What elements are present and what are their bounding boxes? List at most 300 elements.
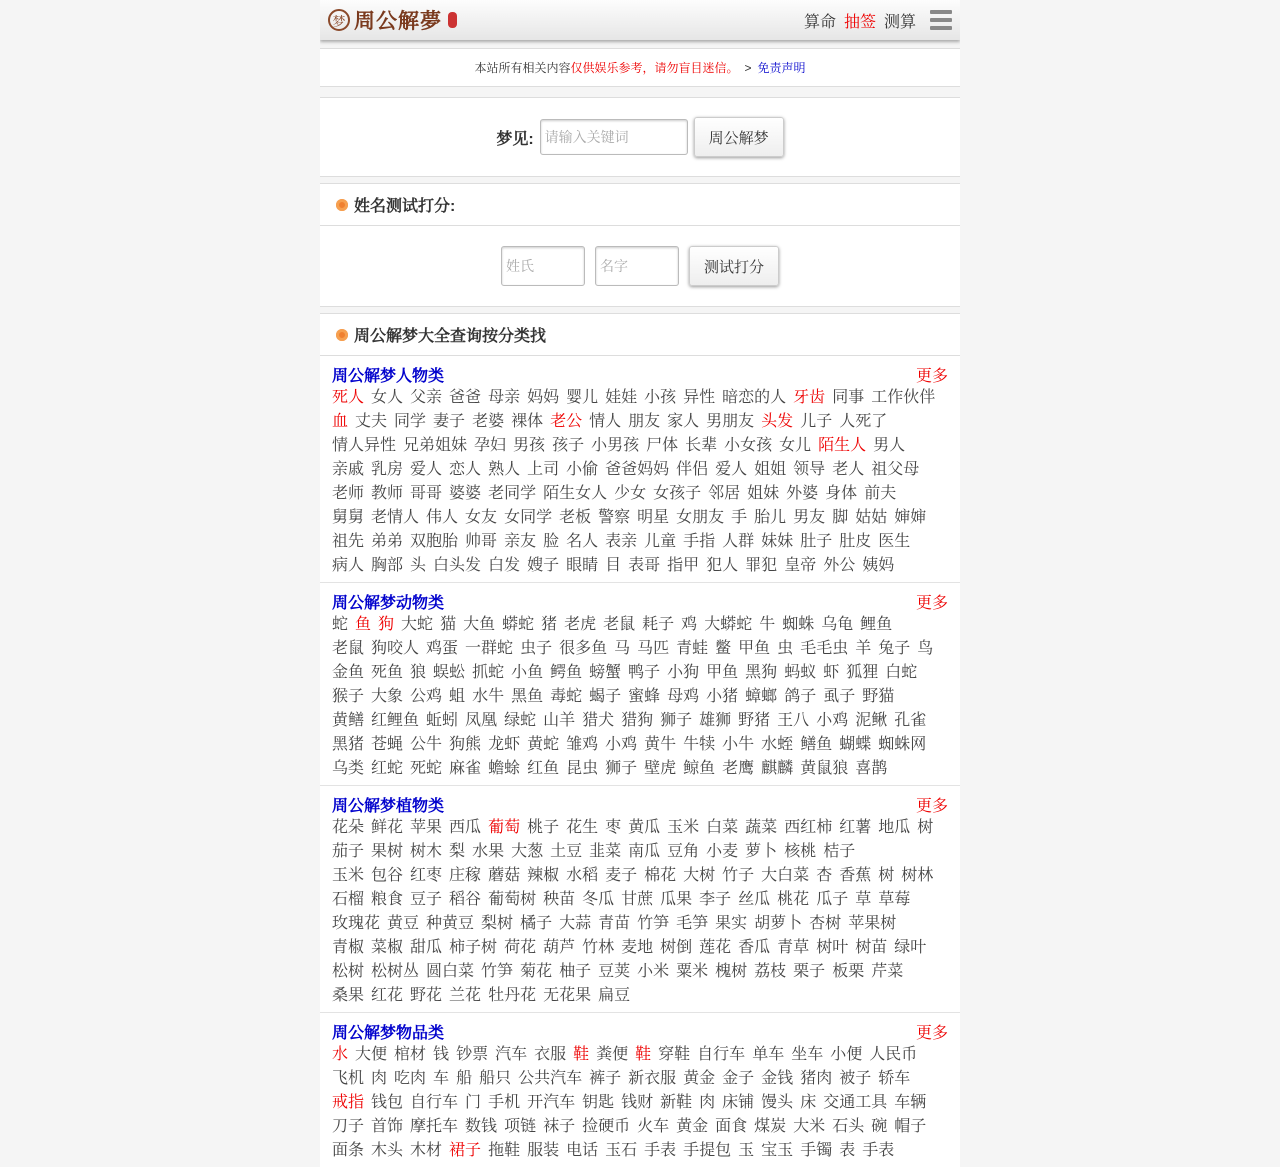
dream-keyword-link[interactable]: 表哥 [628,557,661,574]
dream-keyword-link[interactable]: 女同学 [504,509,553,526]
dream-keyword-link[interactable]: 上司 [527,461,560,478]
dream-keyword-link[interactable]: 李子 [699,891,732,908]
dream-keyword-link[interactable]: 馒头 [761,1094,794,1111]
dream-keyword-link[interactable]: 南瓜 [628,843,661,860]
dream-keyword-link[interactable]: 蛇 [332,616,349,633]
dream-keyword-link[interactable]: 猪肉 [800,1070,833,1087]
dream-keyword-link[interactable]: 妻子 [433,413,466,430]
dream-keyword-link[interactable]: 手镯 [800,1142,833,1159]
dream-keyword-link[interactable]: 床铺 [722,1094,755,1111]
dream-keyword-link[interactable]: 宝玉 [761,1142,794,1159]
dream-keyword-link[interactable]: 妈妈 [527,389,560,406]
dream-keyword-link[interactable]: 床 [800,1094,817,1111]
dream-keyword-link[interactable]: 头 [410,557,427,574]
dream-keyword-link[interactable]: 玉米 [332,867,365,884]
dream-keyword-link[interactable]: 狮子 [660,712,693,729]
dream-keyword-link[interactable]: 桃花 [777,891,810,908]
dream-keyword-link[interactable]: 女朋友 [676,509,725,526]
dream-keyword-link[interactable]: 船只 [479,1070,512,1087]
dream-keyword-link[interactable]: 王八 [777,712,810,729]
dream-keyword-link[interactable]: 金鱼 [332,664,365,681]
dream-keyword-link[interactable]: 槐树 [715,963,748,980]
dream-keyword-link[interactable]: 裤子 [589,1070,622,1087]
category-title[interactable]: 周公解梦物品类 [332,1024,445,1042]
dream-keyword-link[interactable]: 松树丛 [371,963,420,980]
dream-keyword-link[interactable]: 蘑菇 [488,867,521,884]
dream-keyword-link[interactable]: 胎儿 [754,509,787,526]
dream-keyword-link[interactable]: 表 [839,1142,856,1159]
dream-keyword-link[interactable]: 泥鳅 [855,712,888,729]
dream-keyword-link[interactable]: 红蛇 [371,760,404,777]
dream-keyword-link[interactable]: 虫 [777,640,794,657]
dream-keyword-link[interactable]: 姐妹 [747,485,780,502]
dream-keyword-link[interactable]: 果实 [715,915,748,932]
dream-keyword-link[interactable]: 女孩子 [653,485,702,502]
dream-keyword-link[interactable]: 钱包 [371,1094,404,1111]
dream-keyword-link[interactable]: 尸体 [646,437,679,454]
dream-keyword-link[interactable]: 狼 [410,664,427,681]
dream-keyword-link[interactable]: 庄稼 [449,867,482,884]
dream-keyword-link[interactable]: 猪 [541,616,558,633]
dream-keyword-link[interactable]: 伴侣 [676,461,709,478]
dream-keyword-link[interactable]: 水果 [472,843,505,860]
dream-keyword-link[interactable]: 亲友 [504,533,537,550]
dream-keyword-link[interactable]: 喜鹊 [855,760,888,777]
dream-keyword-link[interactable]: 小鸡 [816,712,849,729]
dream-keyword-link[interactable]: 异性 [683,389,716,406]
dream-keyword-link[interactable]: 裙子 [449,1142,482,1159]
dream-keyword-link[interactable]: 皇帝 [784,557,817,574]
dream-keyword-link[interactable]: 虱子 [823,688,856,705]
dream-keyword-link[interactable]: 山羊 [543,712,576,729]
dream-keyword-link[interactable]: 丝瓜 [738,891,771,908]
dream-keyword-link[interactable]: 祖先 [332,533,365,550]
dream-keyword-link[interactable]: 稻谷 [449,891,482,908]
dream-keyword-link[interactable]: 项链 [504,1118,537,1135]
dream-keyword-link[interactable]: 手 [731,509,748,526]
dream-keyword-link[interactable]: 麦地 [621,939,654,956]
dream-keyword-link[interactable]: 捡硬币 [582,1118,631,1135]
dream-keyword-link[interactable]: 坐车 [791,1046,824,1063]
dream-keyword-link[interactable]: 石头 [832,1118,865,1135]
dream-keyword-link[interactable]: 牙齿 [793,389,826,406]
dream-keyword-link[interactable]: 芹菜 [871,963,904,980]
dream-keyword-link[interactable]: 树倒 [660,939,693,956]
dream-keyword-link[interactable]: 轿车 [878,1070,911,1087]
dream-keyword-link[interactable]: 草 [855,891,872,908]
dream-keyword-link[interactable]: 弟弟 [371,533,404,550]
dream-keyword-link[interactable]: 明星 [637,509,670,526]
dream-keyword-link[interactable]: 鸭子 [628,664,661,681]
dream-keyword-link[interactable]: 竹笋 [481,963,514,980]
dream-keyword-link[interactable]: 大米 [793,1118,826,1135]
dream-keyword-link[interactable]: 肉 [699,1094,716,1111]
dream-keyword-link[interactable]: 前夫 [864,485,897,502]
dream-keyword-link[interactable]: 爱人 [715,461,748,478]
dream-keyword-link[interactable]: 黄蛇 [527,736,560,753]
dream-keyword-link[interactable]: 土豆 [550,843,583,860]
dream-keyword-link[interactable]: 白蛇 [885,664,918,681]
dream-keyword-link[interactable]: 白头发 [433,557,482,574]
dream-keyword-link[interactable]: 新鞋 [660,1094,693,1111]
dream-keyword-link[interactable]: 拖鞋 [488,1142,521,1159]
dream-keyword-link[interactable]: 蟾蜍 [488,760,521,777]
dream-keyword-link[interactable]: 桑果 [332,987,365,1004]
dream-keyword-link[interactable]: 木材 [410,1142,443,1159]
dream-keyword-link[interactable]: 青苗 [598,915,631,932]
dream-keyword-link[interactable]: 人死了 [839,413,888,430]
dream-keyword-link[interactable]: 麒麟 [761,760,794,777]
dream-keyword-link[interactable]: 圆白菜 [426,963,475,980]
dream-keyword-link[interactable]: 竹子 [722,867,755,884]
dream-keyword-link[interactable]: 萝卜 [745,843,778,860]
dream-keyword-link[interactable]: 脚 [832,509,849,526]
dream-keyword-link[interactable]: 青蛙 [676,640,709,657]
dream-keyword-link[interactable]: 水稻 [566,867,599,884]
dream-keyword-link[interactable]: 手表 [644,1142,677,1159]
dream-keyword-link[interactable]: 红枣 [410,867,443,884]
dream-keyword-link[interactable]: 陌生人 [818,437,867,454]
more-link[interactable]: 更多 [915,1024,948,1042]
dream-keyword-link[interactable]: 恋人 [449,461,482,478]
dream-keyword-link[interactable]: 玉 [738,1142,755,1159]
dream-keyword-link[interactable]: 水牛 [472,688,505,705]
dream-keyword-link[interactable]: 玉米 [667,819,700,836]
dream-keyword-link[interactable]: 粟米 [676,963,709,980]
dream-keyword-link[interactable]: 孔雀 [894,712,927,729]
dream-keyword-link[interactable]: 麦子 [605,867,638,884]
dream-keyword-link[interactable]: 果树 [371,843,404,860]
dream-keyword-link[interactable]: 荷花 [504,939,537,956]
dream-keyword-link[interactable]: 龙虾 [488,736,521,753]
dream-keyword-link[interactable]: 黑猪 [332,736,365,753]
dream-keyword-link[interactable]: 黄豆 [387,915,420,932]
dream-keyword-link[interactable]: 家人 [667,413,700,430]
dream-keyword-link[interactable]: 蚯蚓 [426,712,459,729]
surname-input[interactable] [501,246,585,286]
dream-keyword-link[interactable]: 牛犊 [683,736,716,753]
dream-keyword-link[interactable]: 柚子 [559,963,592,980]
dream-keyword-link[interactable]: 电话 [566,1142,599,1159]
dream-keyword-link[interactable]: 小孩 [644,389,677,406]
dream-keyword-link[interactable]: 菊花 [520,963,553,980]
dream-keyword-link[interactable]: 父亲 [410,389,443,406]
dream-keyword-link[interactable]: 小牛 [722,736,755,753]
dream-keyword-link[interactable]: 鳄鱼 [550,664,583,681]
dream-keyword-link[interactable]: 大象 [371,688,404,705]
dream-keyword-link[interactable]: 少女 [614,485,647,502]
dream-keyword-link[interactable]: 野猪 [738,712,771,729]
dream-keyword-link[interactable]: 老情人 [371,509,420,526]
dream-keyword-link[interactable]: 摩托车 [410,1118,459,1135]
dream-keyword-link[interactable]: 树林 [901,867,934,884]
dream-keyword-link[interactable]: 暗恋的人 [722,389,787,406]
dream-keyword-link[interactable]: 壁虎 [644,760,677,777]
dream-keyword-link[interactable]: 乌龟 [821,616,854,633]
dream-keyword-link[interactable]: 妹妹 [761,533,794,550]
dream-keyword-link[interactable]: 棺材 [394,1046,427,1063]
more-link[interactable]: 更多 [915,594,948,612]
dream-keyword-link[interactable]: 血 [332,413,349,430]
dream-keyword-link[interactable]: 兔子 [878,640,911,657]
dream-keyword-link[interactable]: 树木 [410,843,443,860]
dream-keyword-link[interactable]: 虫子 [520,640,553,657]
dream-keyword-link[interactable]: 虾 [823,664,840,681]
dream-keyword-link[interactable]: 鸡 [681,616,698,633]
dream-keyword-link[interactable]: 大蟒蛇 [704,616,753,633]
nav-cesuan[interactable]: 测算 [883,13,916,31]
dream-keyword-link[interactable]: 很多鱼 [559,640,608,657]
dream-keyword-link[interactable]: 野猫 [862,688,895,705]
dream-keyword-link[interactable]: 红鱼 [527,760,560,777]
dream-keyword-link[interactable]: 桃子 [527,819,560,836]
dream-keyword-link[interactable]: 玫瑰花 [332,915,381,932]
dream-keyword-link[interactable]: 情人 [589,413,622,430]
dream-keyword-link[interactable]: 猴子 [332,688,365,705]
name-score-button[interactable]: 测试打分 [689,246,779,286]
dream-keyword-link[interactable]: 黄鼠狼 [800,760,849,777]
dream-keyword-link[interactable]: 姨妈 [862,557,895,574]
given-name-input[interactable] [595,246,679,286]
dream-keyword-link[interactable]: 甜瓜 [410,939,443,956]
dream-keyword-link[interactable]: 爸爸妈妈 [605,461,670,478]
dream-keyword-link[interactable]: 婴儿 [566,389,599,406]
dream-keyword-link[interactable]: 黑狗 [745,664,778,681]
dream-keyword-link[interactable]: 汽车 [495,1046,528,1063]
dream-keyword-link[interactable]: 手机 [488,1094,521,1111]
dream-keyword-link[interactable]: 小狗 [667,664,700,681]
dream-keyword-link[interactable]: 脸 [543,533,560,550]
dream-keyword-link[interactable]: 老师 [332,485,365,502]
dream-keyword-link[interactable]: 大白菜 [761,867,810,884]
dream-keyword-link[interactable]: 树苗 [855,939,888,956]
dream-keyword-link[interactable]: 首饰 [371,1118,404,1135]
dream-keyword-link[interactable]: 竹林 [582,939,615,956]
dream-keyword-link[interactable]: 小男孩 [591,437,640,454]
dream-keyword-link[interactable]: 服装 [527,1142,560,1159]
dream-keyword-link[interactable]: 螃蟹 [589,664,622,681]
dream-keyword-link[interactable]: 豆荚 [598,963,631,980]
logo[interactable] [328,5,457,35]
dream-keyword-link[interactable]: 刀子 [332,1118,365,1135]
dream-keyword-link[interactable]: 大树 [683,867,716,884]
dream-keyword-link[interactable]: 公共汽车 [518,1070,583,1087]
dream-keyword-link[interactable]: 大鱼 [463,616,496,633]
dream-keyword-link[interactable]: 雄狮 [699,712,732,729]
dream-keyword-link[interactable]: 韭菜 [589,843,622,860]
dream-keyword-link[interactable]: 儿童 [644,533,677,550]
dream-keyword-link[interactable]: 甲鱼 [738,640,771,657]
dream-keyword-link[interactable]: 祖父母 [871,461,920,478]
dream-keyword-link[interactable]: 戒指 [332,1094,365,1111]
dream-keyword-link[interactable]: 自行车 [697,1046,746,1063]
dream-keyword-link[interactable]: 花生 [566,819,599,836]
dream-keyword-link[interactable]: 菜椒 [371,939,404,956]
dream-keyword-link[interactable]: 外公 [823,557,856,574]
dream-keyword-link[interactable]: 树叶 [816,939,849,956]
dream-keyword-link[interactable]: 死人 [332,389,365,406]
dream-keyword-link[interactable]: 葡萄 [488,819,521,836]
dream-keyword-link[interactable]: 钱财 [621,1094,654,1111]
category-title[interactable]: 周公解梦人物类 [332,367,445,385]
dream-keyword-link[interactable]: 嫂子 [527,557,560,574]
dream-keyword-link[interactable]: 钥匙 [582,1094,615,1111]
dream-keyword-link[interactable]: 老板 [559,509,592,526]
dream-keyword-link[interactable]: 鲤鱼 [860,616,893,633]
dream-keyword-link[interactable]: 女人 [371,389,404,406]
dream-keyword-link[interactable]: 西瓜 [449,819,482,836]
dream-keyword-link[interactable]: 女儿 [779,437,812,454]
dream-keyword-link[interactable]: 领导 [793,461,826,478]
dream-keyword-link[interactable]: 人民币 [869,1046,918,1063]
dream-keyword-link[interactable]: 牛 [759,616,776,633]
dream-keyword-link[interactable]: 胡萝卜 [754,915,803,932]
dream-keyword-link[interactable]: 儿子 [800,413,833,430]
dream-keyword-link[interactable]: 蜜蜂 [628,688,661,705]
dream-keyword-link[interactable]: 竹笋 [637,915,670,932]
dream-keyword-link[interactable]: 兄弟姐妹 [403,437,468,454]
dream-keyword-link[interactable]: 苹果 [410,819,443,836]
dream-keyword-link[interactable]: 柿子树 [449,939,498,956]
dream-keyword-link[interactable]: 袜子 [543,1118,576,1135]
dream-keyword-link[interactable]: 狗 [378,616,395,633]
dream-keyword-link[interactable]: 鸡蛋 [426,640,459,657]
dream-keyword-link[interactable]: 老鹰 [722,760,755,777]
dream-keyword-link[interactable]: 青椒 [332,939,365,956]
dream-keyword-link[interactable]: 婆婆 [449,485,482,502]
dream-keyword-link[interactable]: 包谷 [371,867,404,884]
dream-keyword-link[interactable]: 蟑螂 [745,688,778,705]
dream-keyword-link[interactable]: 木头 [371,1142,404,1159]
dream-keyword-link[interactable]: 男朋友 [706,413,755,430]
dream-keyword-link[interactable]: 人群 [722,533,755,550]
dream-keyword-link[interactable]: 姑姑 [855,509,888,526]
dream-keyword-link[interactable]: 死蛇 [410,760,443,777]
dream-keyword-link[interactable]: 孕妇 [474,437,507,454]
dream-keyword-link[interactable]: 陌生女人 [543,485,608,502]
dream-keyword-link[interactable]: 肚子 [800,533,833,550]
dream-keyword-link[interactable]: 小猪 [706,688,739,705]
dream-keyword-link[interactable]: 女友 [465,509,498,526]
dream-keyword-link[interactable]: 眼睛 [566,557,599,574]
dream-keyword-link[interactable]: 警察 [598,509,631,526]
dream-keyword-link[interactable]: 石榴 [332,891,365,908]
dream-keyword-link[interactable]: 苍蝇 [371,736,404,753]
dream-keyword-link[interactable]: 西红柿 [784,819,833,836]
dream-keyword-link[interactable]: 香蕉 [839,867,872,884]
dream-keyword-link[interactable]: 野花 [410,987,443,1004]
dream-keyword-link[interactable]: 鳖 [715,640,732,657]
dream-keyword-link[interactable]: 蛆 [449,688,466,705]
dream-keyword-link[interactable]: 豆角 [667,843,700,860]
dream-keyword-link[interactable]: 一群蛇 [465,640,514,657]
dream-keyword-link[interactable]: 黄瓜 [628,819,661,836]
dream-keyword-link[interactable]: 死鱼 [371,664,404,681]
dream-keyword-link[interactable]: 爱人 [410,461,443,478]
dream-keyword-link[interactable]: 葫芦 [543,939,576,956]
dream-keyword-link[interactable]: 穿鞋 [658,1046,691,1063]
dream-keyword-link[interactable]: 玉石 [605,1142,638,1159]
dream-keyword-link[interactable]: 鸟 [917,640,934,657]
dream-keyword-link[interactable]: 狗熊 [449,736,482,753]
dream-keyword-link[interactable]: 姐姐 [754,461,787,478]
dream-keyword-link[interactable]: 白菜 [706,819,739,836]
dream-keyword-link[interactable]: 绿叶 [894,939,927,956]
dream-keyword-link[interactable]: 车 [433,1070,450,1087]
dream-keyword-link[interactable]: 马 [614,640,631,657]
dream-keyword-link[interactable]: 双胞胎 [410,533,459,550]
dream-keyword-link[interactable]: 医生 [878,533,911,550]
dream-keyword-link[interactable]: 小女孩 [724,437,773,454]
dream-keyword-link[interactable]: 被子 [839,1070,872,1087]
dream-keyword-link[interactable]: 飞机 [332,1070,365,1087]
dream-keyword-link[interactable]: 狗咬人 [371,640,420,657]
more-link[interactable]: 更多 [915,367,948,385]
category-title[interactable]: 周公解梦动物类 [332,594,445,612]
dream-keyword-link[interactable]: 孩子 [552,437,585,454]
dream-keyword-link[interactable]: 朋友 [628,413,661,430]
dream-keyword-link[interactable]: 粮食 [371,891,404,908]
dream-keyword-link[interactable]: 自行车 [410,1094,459,1111]
dream-keyword-link[interactable]: 门 [465,1094,482,1111]
dream-keyword-link[interactable]: 鞋 [635,1046,652,1063]
dream-keyword-link[interactable]: 小鸡 [605,736,638,753]
dream-keyword-link[interactable]: 板栗 [832,963,865,980]
dream-keyword-link[interactable]: 红鲤鱼 [371,712,420,729]
dream-keyword-link[interactable]: 黄牛 [644,736,677,753]
dream-keyword-link[interactable]: 指甲 [667,557,700,574]
dream-keyword-link[interactable]: 邻居 [708,485,741,502]
dream-keyword-link[interactable]: 同学 [394,413,427,430]
dream-keyword-link[interactable]: 冬瓜 [582,891,615,908]
dream-keyword-link[interactable]: 牡丹花 [488,987,537,1004]
dream-keyword-link[interactable]: 丈夫 [355,413,388,430]
dream-keyword-link[interactable]: 兰花 [449,987,482,1004]
dream-keyword-link[interactable]: 衣服 [534,1046,567,1063]
dream-keyword-link[interactable]: 母亲 [488,389,521,406]
dream-keyword-link[interactable]: 大葱 [511,843,544,860]
dream-keyword-link[interactable]: 手表 [862,1142,895,1159]
dream-keyword-link[interactable]: 外婆 [786,485,819,502]
dream-keyword-link[interactable]: 名人 [566,533,599,550]
dream-keyword-link[interactable]: 葡萄树 [488,891,537,908]
dream-keyword-link[interactable]: 瓜子 [816,891,849,908]
dream-keyword-link[interactable]: 金子 [722,1070,755,1087]
dream-keyword-link[interactable]: 甲鱼 [706,664,739,681]
dream-keyword-link[interactable]: 伟人 [426,509,459,526]
dream-keyword-link[interactable]: 树 [917,819,934,836]
dream-keyword-link[interactable]: 草莓 [878,891,911,908]
dream-keyword-link[interactable]: 肉 [371,1070,388,1087]
dream-keyword-link[interactable]: 肚皮 [839,533,872,550]
dream-keyword-link[interactable]: 黄鳝 [332,712,365,729]
dream-keyword-link[interactable]: 青草 [777,939,810,956]
dream-keyword-link[interactable]: 火车 [637,1118,670,1135]
dream-keyword-link[interactable]: 鲸鱼 [683,760,716,777]
dream-keyword-link[interactable]: 钱 [433,1046,450,1063]
dream-keyword-link[interactable]: 抓蛇 [472,664,505,681]
dream-keyword-link[interactable]: 昆虫 [566,760,599,777]
dream-keyword-link[interactable]: 黄金 [676,1118,709,1135]
dream-keyword-link[interactable]: 梨 [449,843,466,860]
dream-keyword-link[interactable]: 荔枝 [754,963,787,980]
hamburger-menu-icon[interactable] [930,10,952,30]
dream-keyword-link[interactable]: 核桃 [784,843,817,860]
dream-keyword-link[interactable]: 梨树 [481,915,514,932]
dream-keyword-link[interactable]: 狮子 [605,760,638,777]
dream-search-button[interactable]: 周公解梦 [694,117,784,157]
dream-keyword-link[interactable]: 红花 [371,987,404,1004]
